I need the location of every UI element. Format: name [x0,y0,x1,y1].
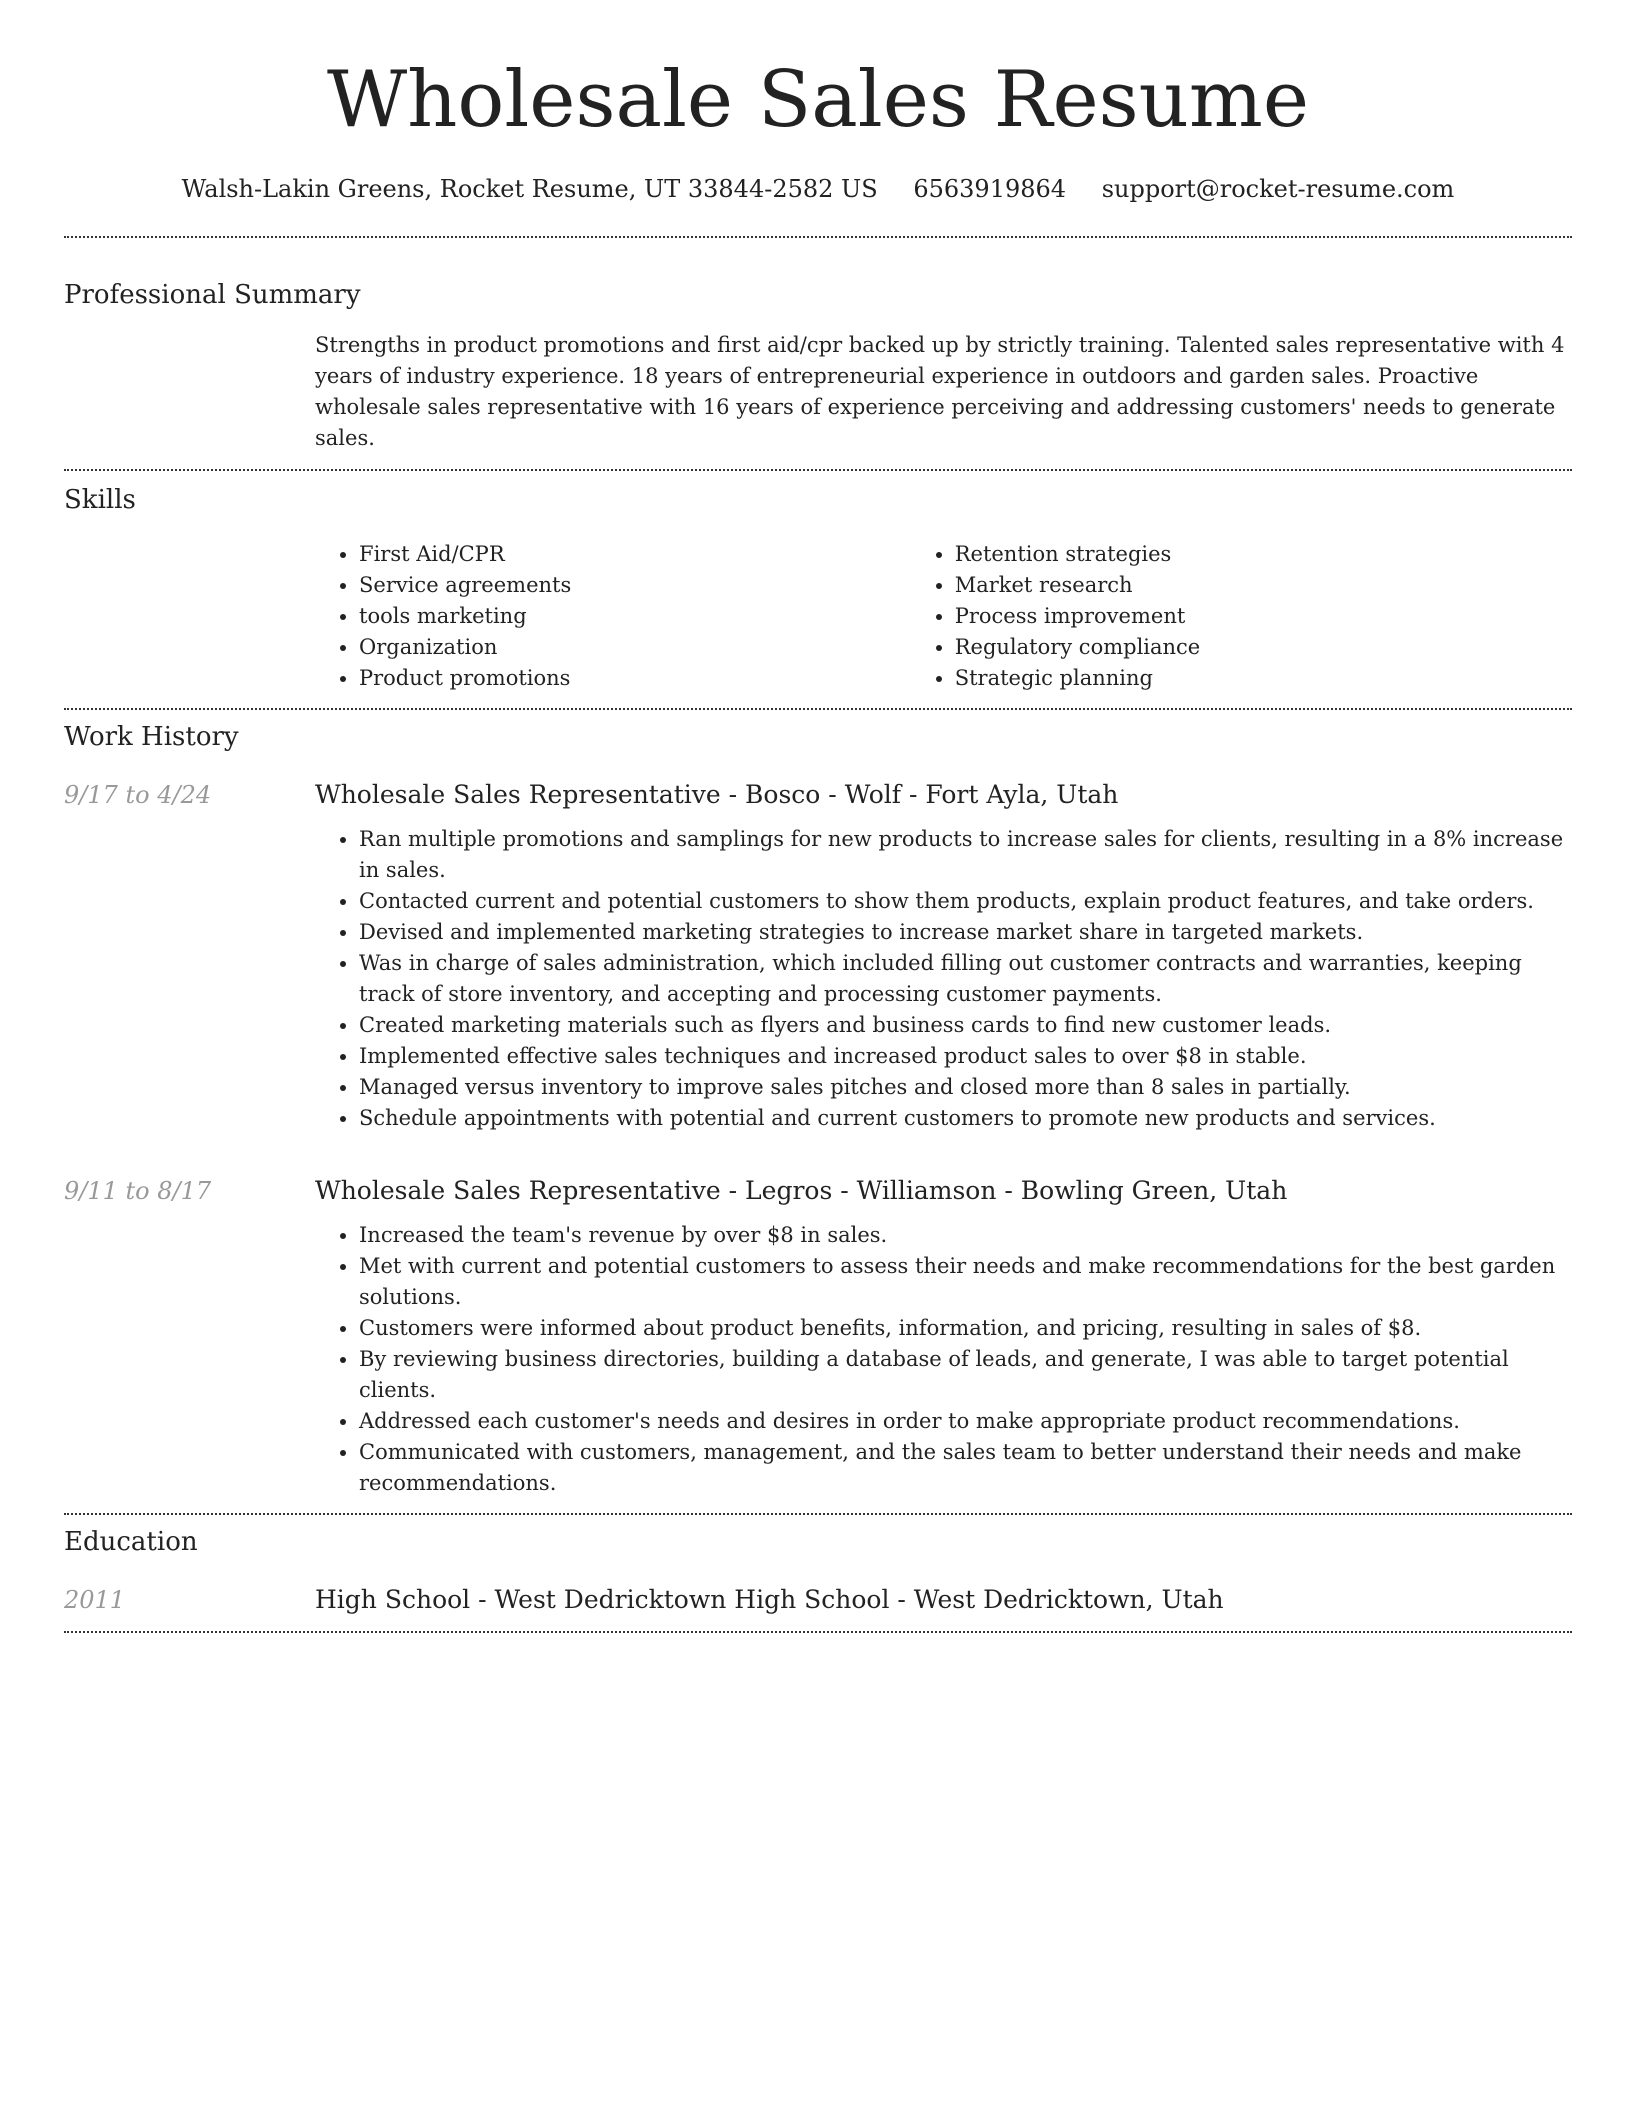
skill-item: • Strategic planning [955,663,1572,694]
job-content [315,1174,1572,1499]
section-title-skills: Skills [64,485,136,515]
skill-item: • Service agreements [359,570,911,601]
skill-item: • Market research [955,570,1572,601]
resume-title: Wholesale Sales Resume [326,55,1310,145]
job-heading: Wholesale Sales Representative - Legros - Williamson - Bowling Green, Utah [315,1176,1288,1205]
contact-line [64,172,1572,206]
job-bullet: • Communicated with customers, management, and the sales team to better understand their needs and make recommendations. [359,1437,1572,1499]
job-entry [64,778,1572,1134]
job-heading: Wholesale Sales Representative - Bosco - Wolf - Fort Ayla, Utah [315,780,1119,809]
skill-item: • Retention strategies [955,539,1572,570]
skills-list-left [315,539,911,694]
job-bullet: • Devised and implemented marketing strategies to increase market share in targeted markets. [359,917,1572,948]
job-bullet: • Was in charge of sales administration, which included filling out customer contracts and warranties, keeping track of store inventory, and accepting and processing customer payments. [359,948,1572,1010]
skills-list-right [911,539,1572,694]
skill-item: • Product promotions [359,663,911,694]
education-heading: High School - West Dedricktown High School - West Dedricktown, Utah [315,1585,1224,1614]
job-bullet: • Created marketing materials such as flyers and business cards to find new customer leads. [359,1010,1572,1041]
divider [64,708,1572,710]
job-bullet: • Ran multiple promotions and samplings for new products to increase sales for clients, resulting in a 8% increase in sales. [359,824,1572,886]
contact-address: Walsh-Lakin Greens, Rocket Resume, UT 33844-2582 US [181,175,878,203]
job-bullets [315,824,1572,1134]
job-bullet: • Managed versus inventory to improve sales pitches and closed more than 8 sales in partially. [359,1072,1572,1103]
contact-email: support@rocket-resume.com [1101,175,1455,203]
skill-item: • Process improvement [955,601,1572,632]
skill-item: • Regulatory compliance [955,632,1572,663]
skill-item: • Organization [359,632,911,663]
education-entry [64,1583,1572,1631]
job-dates: 9/17 to 4/24 [64,781,212,809]
divider [64,1631,1572,1633]
job-bullet: • Customers were informed about product benefits, information, and pricing, resulting in sales of $8. [359,1313,1572,1344]
education-dates: 2011 [64,1586,126,1614]
section-title-education: Education [64,1527,198,1557]
divider [64,469,1572,471]
job-entry [64,1174,1572,1499]
job-bullet: • Implemented effective sales techniques and increased product sales to over $8 in stable. [359,1041,1572,1072]
job-bullet: • Increased the team's revenue by over $8 in sales. [359,1220,1572,1251]
divider [64,236,1572,238]
job-content [315,778,1572,1134]
divider [64,1513,1572,1515]
skill-item: • tools marketing [359,601,911,632]
job-dates: 9/11 to 8/17 [64,1177,212,1205]
skills-grid [315,539,1572,708]
education-section [64,1525,1572,1631]
job-bullet: • Schedule appointments with potential and current customers to promote new products and services. [359,1103,1572,1134]
resume-page [64,0,1572,1633]
job-bullets [315,1220,1572,1499]
job-bullet: • Contacted current and potential customers to show them products, explain product features, and take orders. [359,886,1572,917]
job-bullet: • Addressed each customer's needs and desires in order to make appropriate product recommendations. [359,1406,1572,1437]
job-bullet: • Met with current and potential customers to assess their needs and make recommendations for the best garden solutions. [359,1251,1572,1313]
summary-section [64,278,1572,469]
job-bullet: • By reviewing business directories, building a database of leads, and generate, I was able to target potential clients. [359,1344,1572,1406]
summary-text: Strengths in product promotions and first aid/cpr backed up by strictly training. Talented sales representative with 4 years of industry experience. 18 years of entrepreneurial experience in outdoors and garden sales. Proactive wholesale sales representative with 16 years of experience perceiving and addressing customers' needs to generate sales. [315,333,1565,450]
contact-phone: 6563919864 [913,175,1067,203]
section-title-work: Work History [64,722,239,752]
skill-item: • First Aid/CPR [359,539,911,570]
skills-section [64,483,1572,708]
work-history-section [64,720,1572,1513]
section-title-summary: Professional Summary [64,280,361,310]
